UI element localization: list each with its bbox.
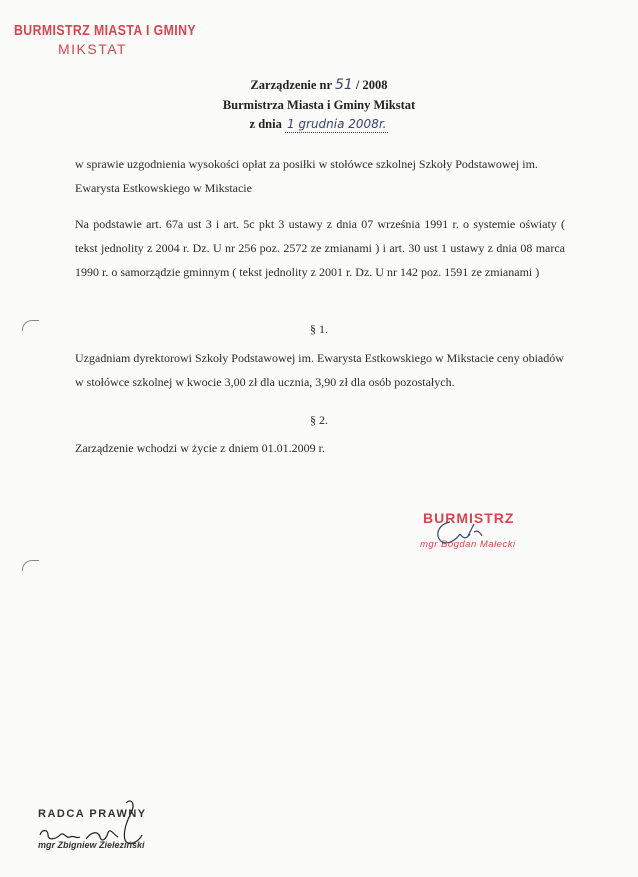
mayor-stamp-title: BURMISTRZ (423, 510, 515, 526)
office-stamp-line2: MIKSTAT (58, 41, 128, 57)
date-handwritten: 1 grudnia 2008r. (286, 117, 387, 131)
legal-counsel-signature (36, 795, 146, 855)
section-2-text: Zarządzenie wchodzi w życie z dniem 01.01.2009 r. (75, 441, 325, 455)
section-1-mark: § 1. (310, 322, 328, 336)
section-1-text: Uzgadniam dyrektorowi Szkoły Podstawowej im. Ewarysta Estkowskiego w Mikstacie ceny obiadów w stołówce szkolnej w kwocie 3,00 zł dla ucznia, 3,90 zł dla osób pozostałych. (75, 351, 564, 389)
legal-counsel-stamp-title: RADCA PRAWNY (38, 808, 147, 820)
legal-basis: Na podstawie art. 67a ust 3 i art. 5c pkt 3 ustawy z dnia 07 września 1991 r. o systemie oświaty ( tekst jednolity z 2004 r. Dz. U nr 256 poz. 2572 ze zmianami ) i art. 30 ust 1 ustawy z dnia 08 marca 1990 r. o samorządzie gminnym ( tekst jednolity z 2001 r. Dz. U nr 142 poz. 1591 ze zmianami ) (75, 217, 565, 279)
hole-punch-mark (22, 560, 39, 571)
order-year: / 2008 (355, 78, 388, 92)
mayor-stamp-name: mgr Bogdan Małecki (420, 539, 516, 550)
office-stamp (14, 22, 197, 57)
order-title (0, 77, 638, 93)
legal-counsel-stamp-name: mgr Zbigniew Zieleziński (38, 840, 145, 850)
hole-punch-mark (22, 320, 39, 331)
order-date (0, 117, 638, 133)
subject: w sprawie uzgodnienia wysokości opłat za posiłki w stołówce szkolnej Szkoły Podstawowej im. Ewarysta Estkowskiego w Mikstacie (75, 157, 538, 195)
order-prefix: Zarządzenie nr (250, 78, 332, 92)
issuer: Burmistrza Miasta i Gminy Mikstat (222, 98, 416, 112)
mayor-signature (430, 518, 485, 546)
order-number: 51 (334, 77, 353, 93)
date-prefix: z dnia (249, 117, 282, 131)
office-stamp-line1: BURMISTRZ MIASTA I GMINY (14, 22, 197, 39)
section-2-mark: § 2. (310, 413, 328, 427)
